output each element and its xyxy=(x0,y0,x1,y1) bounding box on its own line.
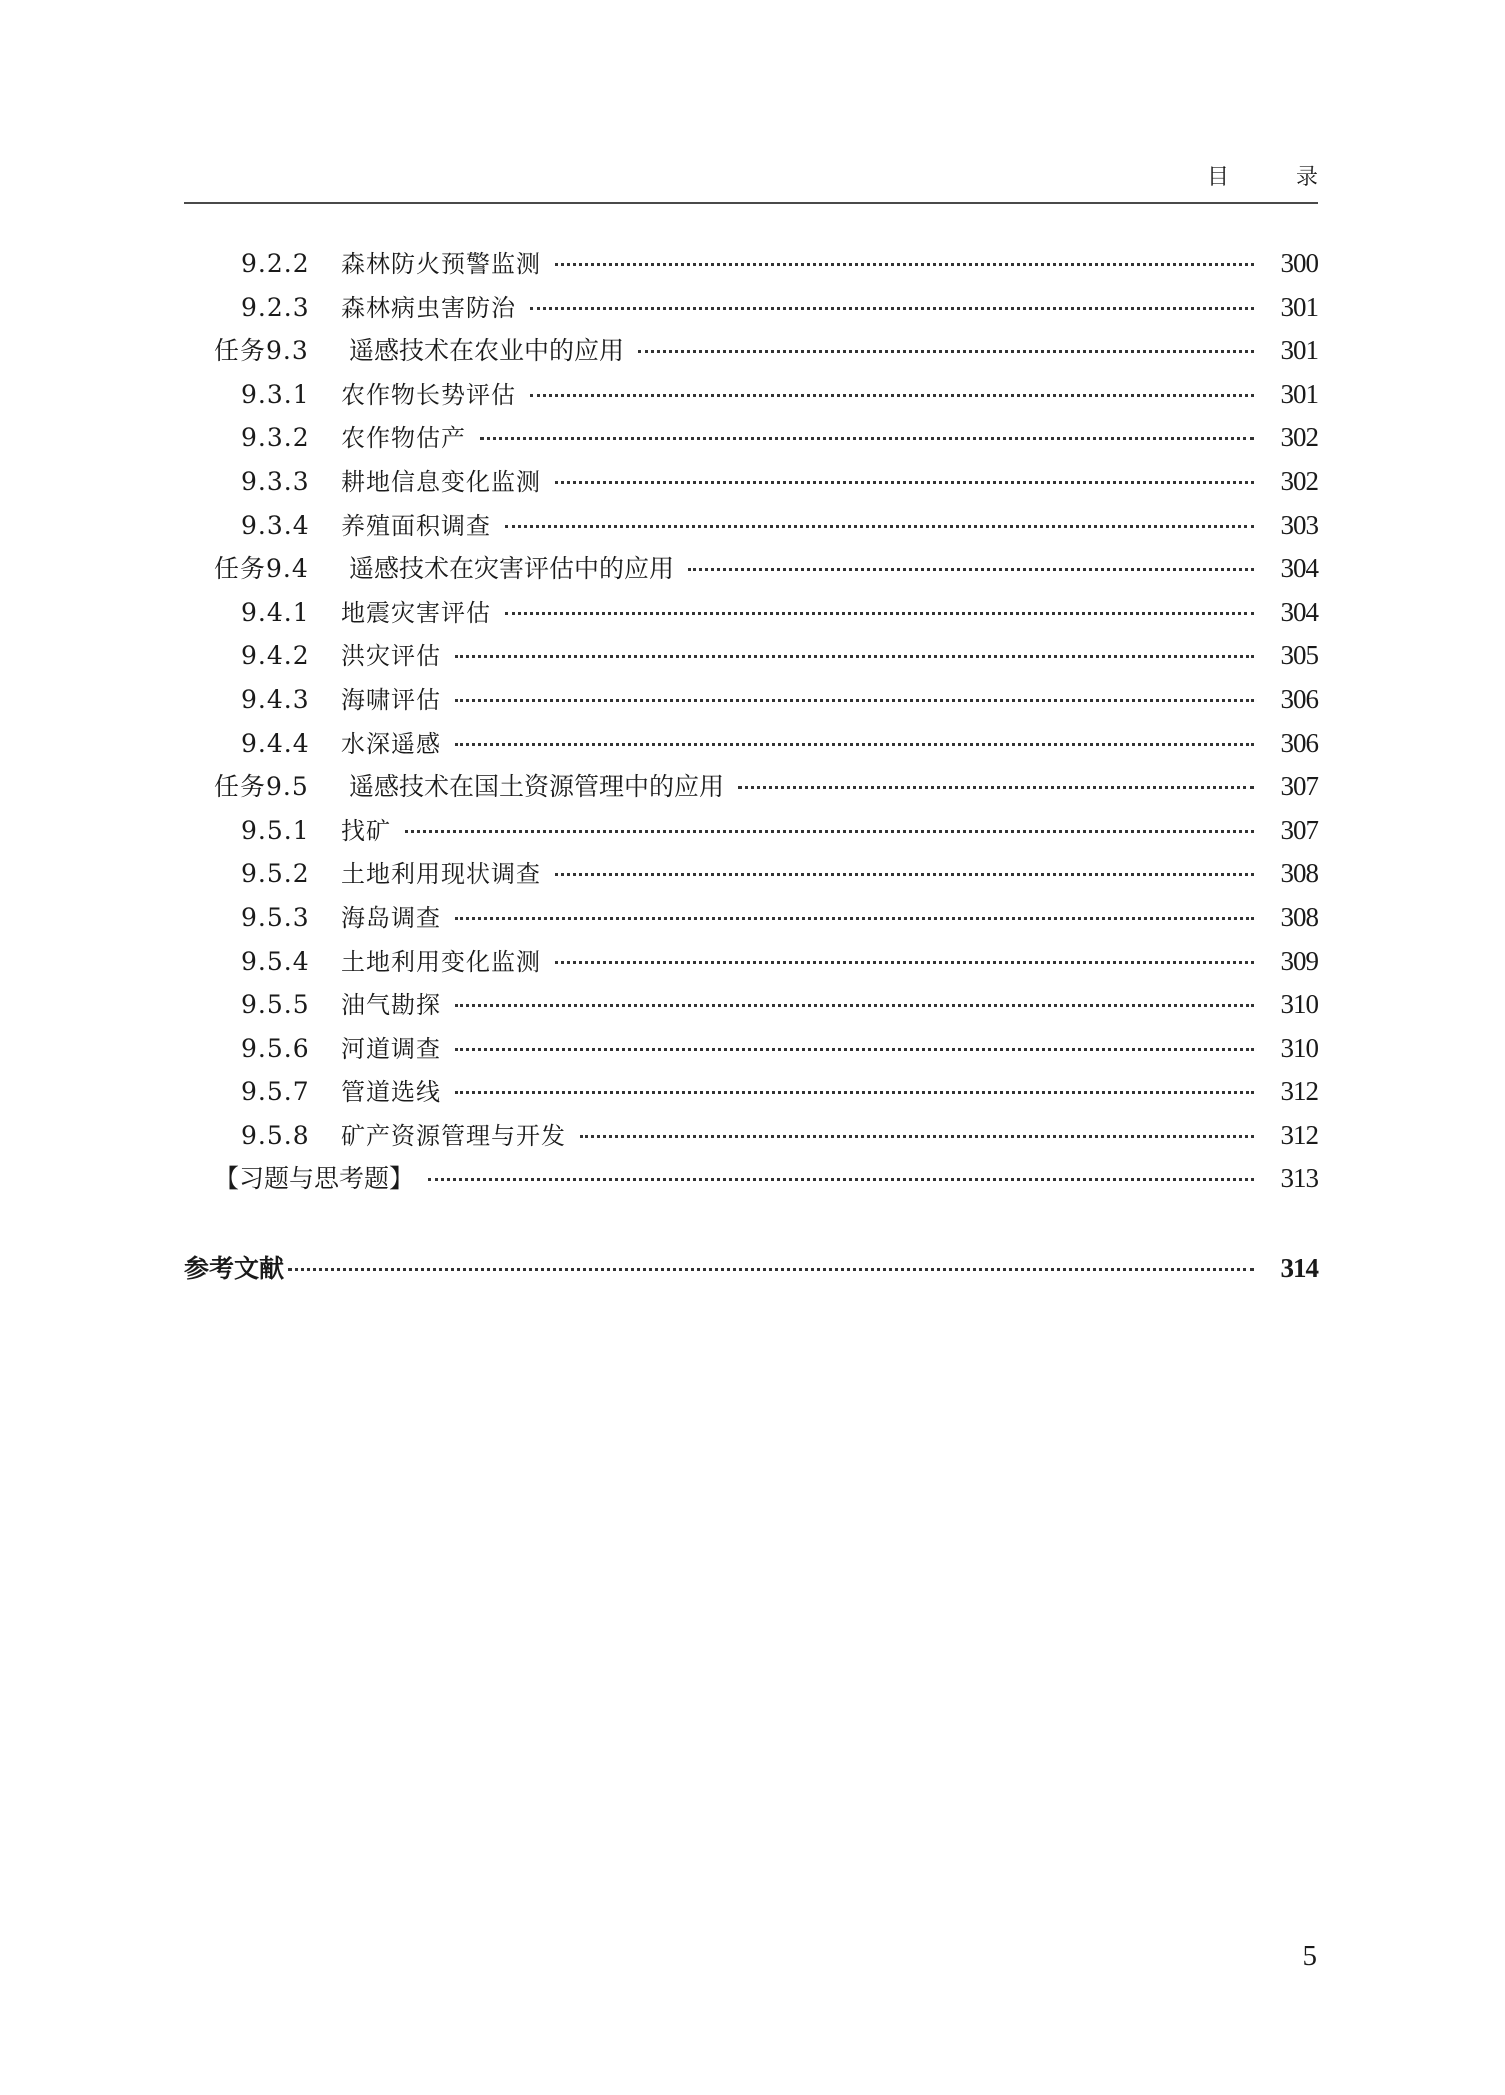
toc-entry-number: 9.5.4 xyxy=(241,946,310,976)
toc-entry-number: 9.3.2 xyxy=(241,423,310,453)
toc-entry-page: 312 xyxy=(1280,1119,1318,1150)
toc-entry-page: 304 xyxy=(1280,553,1318,584)
toc-entry[interactable] xyxy=(184,1116,1318,1160)
toc-entry[interactable] xyxy=(184,1072,1318,1116)
toc-entry-page: 309 xyxy=(1280,945,1318,976)
toc-entry[interactable] xyxy=(184,375,1318,419)
toc-entry-number: 9.4.2 xyxy=(241,641,310,671)
toc-entry-page: 310 xyxy=(1280,1032,1318,1063)
toc-entry-number: 9.2.3 xyxy=(241,292,310,322)
dot-leader xyxy=(505,612,1254,615)
toc-entry-title: 地震灾害评估 xyxy=(341,598,491,627)
toc-entry[interactable] xyxy=(184,418,1318,462)
dot-leader xyxy=(455,655,1254,658)
dot-leader xyxy=(428,1178,1254,1181)
toc-entry-number: 任务9.5 xyxy=(214,772,309,802)
toc-entry-title: 农作物估产 xyxy=(341,424,466,453)
toc-entry-title: 遥感技术在国土资源管理中的应用 xyxy=(349,772,725,802)
toc-entry[interactable] xyxy=(184,1159,1318,1203)
toc-entry-title: 【习题与思考题】 xyxy=(214,1164,415,1194)
toc-entry-references[interactable] xyxy=(184,1249,1318,1293)
toc-entry-page: 300 xyxy=(1280,248,1318,278)
toc-entry[interactable] xyxy=(184,462,1318,506)
toc-entry[interactable] xyxy=(184,898,1318,942)
toc-entry-page: 305 xyxy=(1280,640,1318,671)
toc-entry[interactable] xyxy=(184,767,1318,811)
toc-entry[interactable] xyxy=(184,680,1318,724)
toc-entry[interactable] xyxy=(184,593,1318,637)
toc-entry-number: 9.5.6 xyxy=(241,1033,310,1063)
toc-entry-page: 304 xyxy=(1280,596,1318,627)
dot-leader xyxy=(530,394,1254,397)
toc-entry-title: 森林防火预警监测 xyxy=(341,250,541,278)
toc-entry-title: 土地利用现状调查 xyxy=(341,860,541,889)
toc-entry-title: 洪灾评估 xyxy=(341,642,441,671)
toc-entry-title: 河道调查 xyxy=(341,1034,441,1063)
toc-entry-title: 土地利用变化监测 xyxy=(341,947,541,976)
dot-leader xyxy=(638,350,1254,353)
toc-entry[interactable] xyxy=(184,288,1318,332)
dot-leader xyxy=(480,437,1254,440)
toc-entry-number: 9.5.5 xyxy=(241,990,310,1020)
toc-entry[interactable] xyxy=(184,549,1318,593)
toc-entry-title: 水深遥感 xyxy=(341,729,441,758)
toc-entry-number: 9.4.1 xyxy=(241,597,310,627)
toc-entry[interactable] xyxy=(184,811,1318,855)
toc-entry-page: 308 xyxy=(1280,858,1318,889)
dot-leader xyxy=(555,263,1254,266)
toc-entry[interactable] xyxy=(184,724,1318,768)
toc-entry-number: 9.4.4 xyxy=(241,728,310,758)
page-number: 5 xyxy=(1302,1940,1317,1972)
toc-entry-page: 303 xyxy=(1280,509,1318,540)
dot-leader xyxy=(455,1091,1254,1094)
toc-entry[interactable] xyxy=(184,331,1318,375)
references-section xyxy=(184,1249,1318,1293)
toc-entry[interactable] xyxy=(184,506,1318,550)
toc-entry-page: 308 xyxy=(1280,901,1318,932)
dot-leader xyxy=(505,525,1254,528)
toc-entry-number: 9.5.1 xyxy=(241,815,310,845)
toc-entry-number: 9.3.4 xyxy=(241,510,310,540)
toc-entry-number: 任务9.3 xyxy=(214,336,309,366)
toc-entry-page: 307 xyxy=(1280,814,1318,845)
toc-entry-page: 301 xyxy=(1280,291,1318,322)
toc-entry-number: 9.5.7 xyxy=(241,1077,310,1107)
toc-entry-number: 9.5.8 xyxy=(241,1120,310,1150)
dot-leader xyxy=(288,1268,1254,1271)
toc-entry-number: 9.4.3 xyxy=(241,684,310,714)
toc-entry-title: 海岛调查 xyxy=(341,903,441,932)
dot-leader xyxy=(530,307,1254,310)
toc-entry[interactable] xyxy=(184,636,1318,680)
toc-entry-page: 301 xyxy=(1280,335,1318,366)
toc-entry[interactable] xyxy=(184,942,1318,986)
toc-entry-number: 9.5.3 xyxy=(241,902,310,932)
toc-entry[interactable] xyxy=(184,854,1318,898)
toc-entry[interactable] xyxy=(184,985,1318,1029)
toc-entry-title: 参考文献 xyxy=(184,1254,285,1283)
dot-leader xyxy=(455,1048,1254,1051)
toc-entry-title: 耕地信息变化监测 xyxy=(341,467,541,496)
toc-entry-title: 养殖面积调查 xyxy=(341,511,491,540)
toc-entry-page: 306 xyxy=(1280,683,1318,714)
toc-entry-title: 矿产资源管理与开发 xyxy=(341,1121,566,1150)
toc-entry-page: 301 xyxy=(1280,378,1318,409)
dot-leader xyxy=(455,917,1254,920)
toc-entry-title: 管道选线 xyxy=(341,1078,441,1107)
toc-entry[interactable] xyxy=(184,244,1318,288)
toc-entry-number: 9.3.3 xyxy=(241,466,310,496)
dot-leader xyxy=(455,1004,1254,1007)
toc-entry-title: 海啸评估 xyxy=(341,685,441,714)
toc-entry[interactable] xyxy=(184,1029,1318,1073)
toc-entry-title: 森林病虫害防治 xyxy=(341,293,516,322)
toc-entry-page: 313 xyxy=(1280,1163,1318,1194)
toc-entry-title: 找矿 xyxy=(341,816,391,845)
toc-entry-page: 302 xyxy=(1280,465,1318,496)
table-of-contents xyxy=(184,244,1318,1203)
dot-leader xyxy=(688,568,1254,571)
toc-entry-title: 农作物长势评估 xyxy=(341,380,516,409)
dot-leader xyxy=(405,830,1254,833)
dot-leader xyxy=(555,873,1254,876)
toc-entry-number: 9.5.2 xyxy=(241,859,310,889)
toc-entry-page: 302 xyxy=(1280,422,1318,453)
toc-entry-page: 312 xyxy=(1280,1076,1318,1107)
dot-leader xyxy=(580,1135,1254,1138)
header-rule xyxy=(184,202,1318,204)
toc-entry-title: 遥感技术在农业中的应用 xyxy=(349,336,625,366)
dot-leader xyxy=(555,961,1254,964)
toc-entry-page: 306 xyxy=(1280,727,1318,758)
toc-entry-number: 9.2.2 xyxy=(241,249,310,278)
running-header-title: 目 录 xyxy=(1207,165,1348,190)
dot-leader xyxy=(738,786,1254,789)
toc-entry-title: 遥感技术在灾害评估中的应用 xyxy=(349,554,675,584)
toc-entry-page: 310 xyxy=(1280,989,1318,1020)
toc-entry-title: 油气勘探 xyxy=(341,991,441,1020)
toc-entry-page: 314 xyxy=(1280,1253,1318,1283)
dot-leader xyxy=(555,481,1254,484)
toc-entry-page: 307 xyxy=(1280,771,1318,802)
toc-entry-number: 9.3.1 xyxy=(241,379,310,409)
toc-entry-number: 任务9.4 xyxy=(214,554,309,584)
dot-leader xyxy=(455,699,1254,702)
dot-leader xyxy=(455,743,1254,746)
